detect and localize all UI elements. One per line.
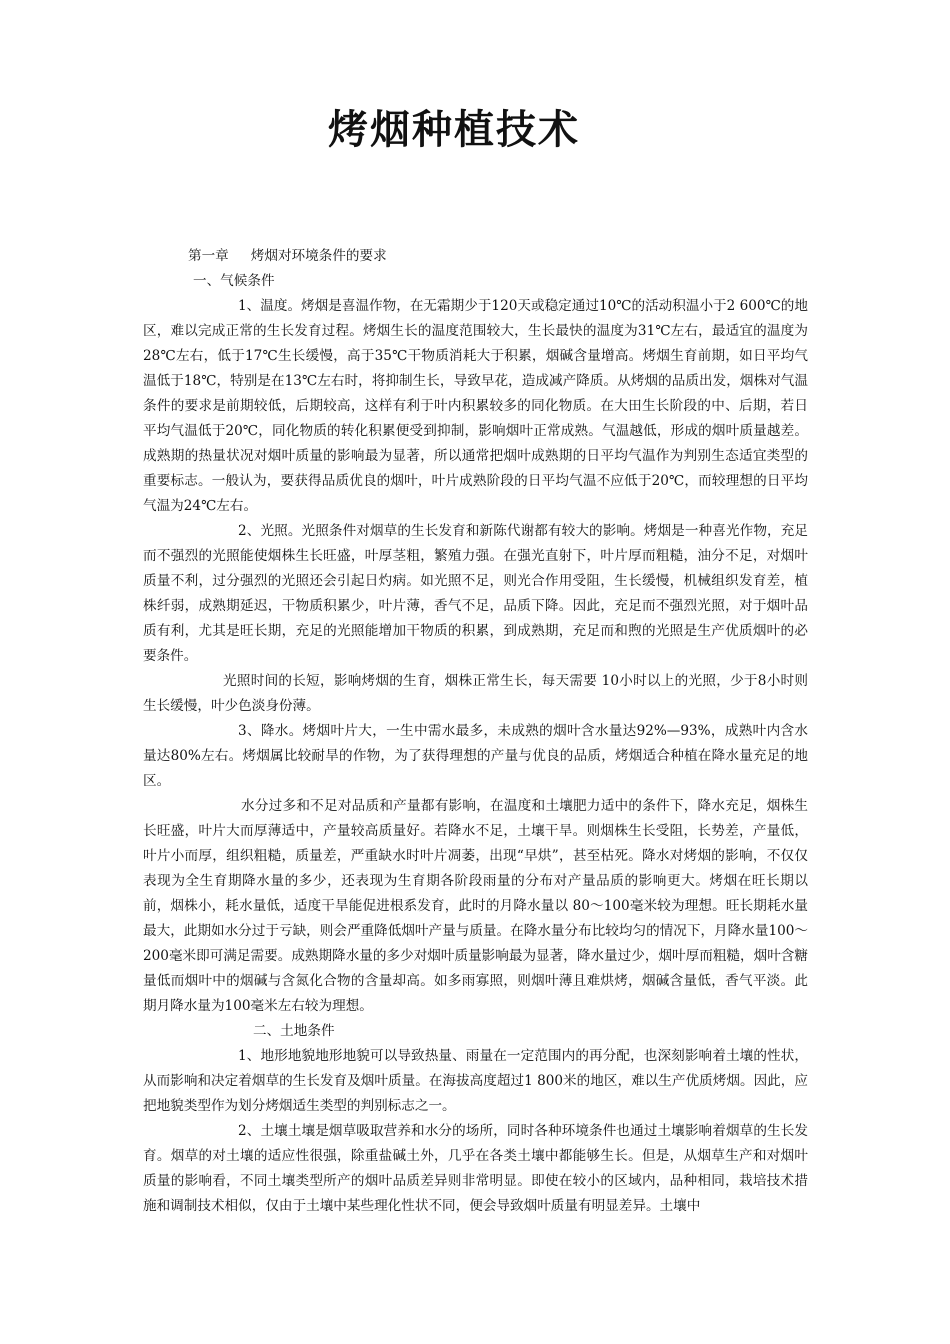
section-heading-land: 二、土地条件 <box>253 1023 335 1039</box>
paragraph-light-duration: 光照时间的长短，影响烤烟的生育，烟株正常生长，每天需要 10小时以上的光照，少于8小时则生长缓慢，叶少色淡身份薄。 <box>143 673 808 714</box>
paragraph-precipitation: 3、降水。烤烟叶片大，一生中需水最多，未成熟的烟叶含水量达92%—93%，成熟叶内含水量达80%左右。烤烟属比较耐旱的作物，为了获得理想的产量与优良的品质，烤烟适合种植在降水量充足的地区。 <box>143 723 808 789</box>
paragraph-light: 2、光照。光照条件对烟草的生长发育和新陈代谢都有较大的影响。烤烟是一种喜光作物，充足而不强烈的光照能使烟株生长旺盛，叶厚茎粗，繁殖力强。在强光直射下，叶片厚而粗糙，油分不足，对烟叶质量不利，过分强烈的光照还会引起日灼病。如光照不足，则光合作用受阻，生长缓慢，机械组织发育差，植株纤弱，成熟期延迟，干物质积累少，叶片薄，香气不足，品质下降。因此，充足而不强烈光照，对于烟叶品质有利，尤其是旺长期，充足的光照能增加干物质的积累，到成熟期，充足而和煦的光照是生产优质烟叶的必要条件。 <box>143 523 808 664</box>
chapter-heading <box>143 244 808 269</box>
paragraph-temperature: 1、温度。烤烟是喜温作物，在无霜期少于120天或稳定通过10℃的活动积温小于2 600℃的地区，难以完成正常的生长发育过程。烤烟生长的温度范围较大，生长最快的温度为31℃左右，最适宜的温度为28℃左右，低于17℃生长缓慢，高于35℃干物质消耗大于积累，烟碱含量增高。烤烟生育前期，如日平均气温低于18℃，特别是在13℃左右时，将抑制生长，导致早花，造成减产降质。从烤烟的品质出发，烟株对气温条件的要求是前期较低，后期较高，这样有利于叶内积累较多的同化物质。在大田生长阶段的中、后期，若日平均气温低于20℃，同化物质的转化积累便受到抑制，影响烟叶正常成熟。气温越低，形成的烟叶质量越差。成熟期的热量状况对烟叶质量的影响最为显著，所以通常把烟叶成熟期的日平均气温作为判别生态适宜类型的重要标志。一般认为，要获得品质优良的烟叶，叶片成熟阶段的日平均气温不应低于20℃，而较理想的日平均气温为24℃左右。 <box>143 298 808 514</box>
paragraph-soil: 2、土壤土壤是烟草吸取营养和水分的场所，同时各种环境条件也通过土壤影响着烟草的生长发育。烟草的对土壤的适应性很强，除重盐碱土外，几乎在各类土壤中都能够生长。但是，从烟草生产和对烟叶质量的影响看，不同土壤类型所产的烟叶品质差异则非常明显。即使在较小的区域内，品种相同，栽培技术措施和调制技术相似，仅由于土壤中某些理化性状不同，便会导致烟叶质量有明显差异。土壤中 <box>143 1123 808 1214</box>
chapter-title: 烤烟对环境条件的要求 <box>250 248 387 264</box>
paragraph-terrain: 1、地形地貌地形地貌可以导致热量、雨量在一定范围内的再分配，也深刻影响着土壤的性状，从而影响和决定着烟草的生长发育及烟叶质量。在海拔高度超过1 800米的地区，难以生产优质烤烟。因此，应把地貌类型作为划分烤烟适生类型的判别标志之一。 <box>143 1048 808 1114</box>
section-heading-climate: 一、气候条件 <box>193 273 275 289</box>
chapter-number: 第一章 <box>188 248 229 264</box>
paragraph-water-effects: 水分过多和不足对品质和产量都有影响，在温度和土壤肥力适中的条件下，降水充足，烟株生长旺盛，叶片大而厚薄适中，产量较高质量好。若降水不足，土壤干旱。则烟株生长受阻，长势差，产量低，叶片小而厚，组织粗糙，质量差，严重缺水时叶片凋萎，出现“早烘”，甚至枯死。降水对烤烟的影响，不仅仅表现为全生育期降水量的多少，还表现为生育期各阶段雨量的分布对产量品质的影响更大。烤烟在旺长期以前，烟株小，耗水量低，适度干旱能促进根系发育，此时的月降水量以 80～100毫米较为理想。旺长期耗水量最大，此期如水分过于亏缺，则会严重降低烟叶产量与质量。在降水量分布比较均匀的情况下，月降水量100～200毫米即可满足需要。成熟期降水量的多少对烟叶质量影响最为显著，降水量过少，烟叶厚而粗糙，烟叶含糖量低而烟叶中的烟碱与含氮化合物的含量却高。如多雨寡照，则烟叶薄且难烘烤，烟碱含量低，香气平淡。此期月降水量为100毫米左右较为理想。 <box>143 798 808 1014</box>
document-title: 烤烟种植技术 <box>328 106 580 153</box>
document-body <box>143 244 808 1219</box>
